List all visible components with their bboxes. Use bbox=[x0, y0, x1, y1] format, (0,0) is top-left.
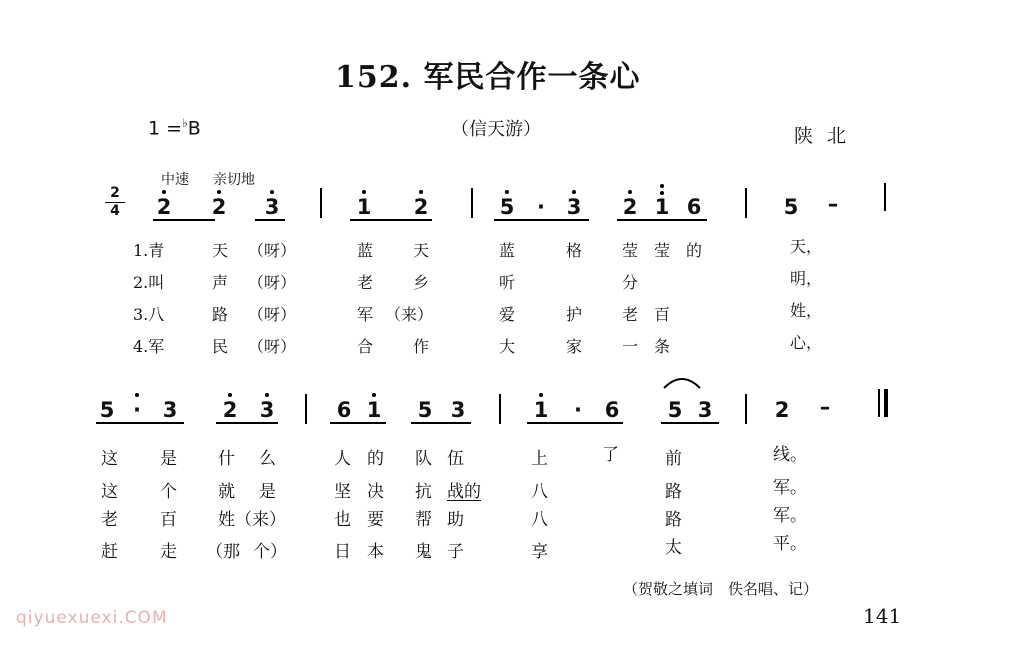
lyric: 帮 bbox=[415, 510, 432, 530]
note: 6 bbox=[604, 398, 620, 422]
octave-dot bbox=[660, 191, 664, 195]
tune-name: （信天游） bbox=[451, 119, 541, 140]
lyric: 决 bbox=[367, 482, 384, 502]
beam bbox=[330, 422, 386, 424]
lyric: 什 bbox=[218, 449, 235, 469]
lyric: 天， bbox=[790, 237, 823, 256]
octave-dot bbox=[419, 190, 423, 194]
lyric: 军 bbox=[357, 305, 374, 324]
tempo-expression: 亲切地 bbox=[213, 172, 255, 188]
lyric: 乡 bbox=[413, 273, 430, 292]
lyric: 坚 bbox=[334, 482, 351, 502]
lyric: 1.青 bbox=[133, 241, 165, 260]
note: 3 bbox=[162, 398, 178, 422]
bar-line bbox=[320, 188, 322, 218]
lyric: 天 bbox=[212, 241, 229, 260]
lyric: （呀） bbox=[248, 305, 297, 324]
note: – bbox=[827, 192, 839, 216]
key-note: B bbox=[187, 117, 201, 140]
bar-line bbox=[884, 183, 886, 211]
lyric: （呀） bbox=[248, 241, 297, 260]
note: 5 bbox=[499, 195, 515, 219]
lyric: 的 bbox=[367, 449, 384, 469]
octave-dot bbox=[505, 190, 509, 194]
note: – bbox=[819, 395, 831, 419]
slur bbox=[662, 374, 702, 390]
lyric: 姓， bbox=[790, 301, 823, 320]
lyric: 老 bbox=[357, 273, 374, 292]
lyric: 抗 bbox=[415, 482, 432, 502]
beam bbox=[617, 219, 707, 221]
final-bar-thin bbox=[878, 389, 880, 417]
lyric: 八 bbox=[531, 510, 548, 530]
lyric: 老 bbox=[101, 510, 118, 530]
lyric: 作 bbox=[413, 337, 430, 356]
lyric: 2.叫 bbox=[133, 273, 165, 292]
note: 2 bbox=[774, 398, 790, 422]
note: 3 bbox=[264, 195, 280, 219]
lyric: 就 bbox=[218, 482, 235, 502]
octave-dot bbox=[135, 393, 139, 397]
note: 2 bbox=[211, 195, 227, 219]
lyric: （呀） bbox=[248, 273, 297, 292]
lyric: 护 bbox=[566, 305, 583, 324]
region-label: 陕北 bbox=[794, 125, 861, 147]
note: 3 bbox=[259, 398, 275, 422]
lyric: （来） bbox=[385, 305, 434, 324]
lyric: 4.军 bbox=[133, 337, 165, 356]
lyric: 心， bbox=[790, 333, 823, 352]
octave-dot bbox=[362, 190, 366, 194]
lyric: 要 bbox=[367, 510, 384, 530]
lyric: 民 bbox=[212, 337, 229, 356]
beam bbox=[216, 422, 278, 424]
note: 6 bbox=[686, 195, 702, 219]
lyric: 是 bbox=[160, 449, 177, 469]
lyric: 军。 bbox=[773, 506, 807, 526]
time-signature-top: 2 bbox=[110, 185, 120, 201]
lyric: 太 bbox=[665, 538, 682, 558]
song-title: 152. 军民合作一条心 bbox=[335, 60, 641, 95]
lyric: 线。 bbox=[773, 445, 807, 465]
lyric: 日 bbox=[334, 542, 351, 562]
note: 1 bbox=[654, 195, 670, 219]
octave-dot bbox=[217, 190, 221, 194]
note: 2 bbox=[156, 195, 172, 219]
lyric: 军。 bbox=[773, 478, 807, 498]
lyric: 路 bbox=[665, 482, 682, 502]
lyric: 么 bbox=[259, 449, 276, 469]
lyric: 蓝 bbox=[499, 241, 516, 260]
beam bbox=[350, 219, 432, 221]
bar-line bbox=[745, 188, 747, 218]
lyric: 也 bbox=[334, 510, 351, 530]
note: 3 bbox=[697, 398, 713, 422]
page-number: 141 bbox=[863, 604, 902, 628]
note: 5 bbox=[667, 398, 683, 422]
lyric: 享 bbox=[531, 542, 548, 562]
key-prefix: 1 = bbox=[148, 117, 183, 140]
lyric: 这 bbox=[101, 482, 118, 502]
octave-dot bbox=[228, 393, 232, 397]
beam bbox=[661, 422, 719, 424]
lyric: 战的 bbox=[447, 482, 481, 502]
note: · bbox=[574, 398, 582, 422]
tempo-marking bbox=[161, 169, 255, 189]
note: · bbox=[133, 398, 141, 422]
note: 3 bbox=[566, 195, 582, 219]
lyric: 天 bbox=[413, 241, 430, 260]
beam bbox=[153, 219, 215, 221]
note: 1 bbox=[533, 398, 549, 422]
final-bar-thick bbox=[884, 389, 888, 417]
lyric: 格 bbox=[566, 241, 583, 260]
note: 3 bbox=[450, 398, 466, 422]
tempo-speed: 中速 bbox=[161, 172, 189, 188]
octave-dot bbox=[660, 184, 664, 188]
lyric: 老 bbox=[622, 305, 639, 324]
bar-line bbox=[745, 394, 747, 424]
lyric: 子 bbox=[447, 542, 464, 562]
lyric: 条 bbox=[654, 337, 671, 356]
note: 2 bbox=[622, 195, 638, 219]
watermark: qiyuexuexi.COM bbox=[16, 608, 168, 628]
credits: （贺敬之填词 佚名唱、记） bbox=[623, 580, 819, 598]
lyric: 百 bbox=[160, 510, 177, 530]
key-signature bbox=[148, 116, 201, 139]
beam bbox=[527, 422, 623, 424]
lyric: 个 bbox=[160, 482, 177, 502]
octave-dot bbox=[270, 190, 274, 194]
beam bbox=[494, 219, 589, 221]
lyric: 路 bbox=[212, 305, 229, 324]
flat-sign: ♭ bbox=[182, 116, 188, 130]
note: 5 bbox=[417, 398, 433, 422]
octave-dot bbox=[539, 393, 543, 397]
lyric: 这 bbox=[101, 449, 118, 469]
lyric: 姓（来） bbox=[218, 510, 286, 530]
lyric: 蓝 bbox=[357, 241, 374, 260]
note: 2 bbox=[413, 195, 429, 219]
octave-dot bbox=[162, 190, 166, 194]
lyric: 路 bbox=[665, 510, 682, 530]
octave-dot bbox=[572, 190, 576, 194]
bar-line bbox=[305, 394, 307, 424]
bar-line bbox=[471, 188, 473, 218]
note: 5 bbox=[783, 195, 799, 219]
lyric: 了 bbox=[602, 445, 619, 465]
bar-line bbox=[499, 394, 501, 424]
lyric: （那 bbox=[206, 542, 240, 562]
lyric: 上 bbox=[531, 449, 548, 469]
lyric: 合 bbox=[357, 337, 374, 356]
lyric: 助 bbox=[447, 510, 464, 530]
lyric: 前 bbox=[665, 449, 682, 469]
lyric: 本 bbox=[367, 542, 384, 562]
lyric: 莹 bbox=[622, 241, 639, 260]
lyric: 大 bbox=[499, 337, 516, 356]
lyric: 声 bbox=[212, 273, 229, 292]
lyric: 走 bbox=[160, 542, 177, 562]
lyric: 明， bbox=[790, 269, 823, 288]
lyric: 莹 bbox=[654, 241, 671, 260]
lyric: 一 bbox=[622, 337, 639, 356]
beam bbox=[411, 422, 471, 424]
lyric: 的 bbox=[686, 241, 703, 260]
lyric: 赶 bbox=[101, 542, 118, 562]
octave-dot bbox=[628, 190, 632, 194]
lyric: 鬼 bbox=[415, 542, 432, 562]
lyric: 伍 bbox=[447, 449, 464, 469]
lyric: 人 bbox=[334, 449, 351, 469]
note: 5 bbox=[99, 398, 115, 422]
lyric: 百 bbox=[654, 305, 671, 324]
lyric: 3.八 bbox=[133, 305, 165, 324]
lyric: 听 bbox=[499, 273, 516, 292]
lyric: 个） bbox=[253, 542, 287, 562]
lyric: 家 bbox=[566, 337, 583, 356]
lyric: 八 bbox=[531, 482, 548, 502]
octave-dot bbox=[372, 393, 376, 397]
note: · bbox=[537, 195, 545, 219]
lyric: （呀） bbox=[248, 337, 297, 356]
octave-dot bbox=[265, 393, 269, 397]
note: 2 bbox=[222, 398, 238, 422]
note: 6 bbox=[336, 398, 352, 422]
lyric: 平。 bbox=[773, 534, 807, 554]
lyric: 分 bbox=[622, 273, 639, 292]
beam bbox=[96, 422, 184, 424]
note: 1 bbox=[366, 398, 382, 422]
beam bbox=[255, 219, 285, 221]
lyric: 队 bbox=[415, 449, 432, 469]
lyric: 爱 bbox=[499, 305, 516, 324]
time-signature-bottom: 4 bbox=[110, 203, 120, 219]
time-signature bbox=[105, 186, 125, 219]
note: 1 bbox=[356, 195, 372, 219]
lyric: 是 bbox=[259, 482, 276, 502]
